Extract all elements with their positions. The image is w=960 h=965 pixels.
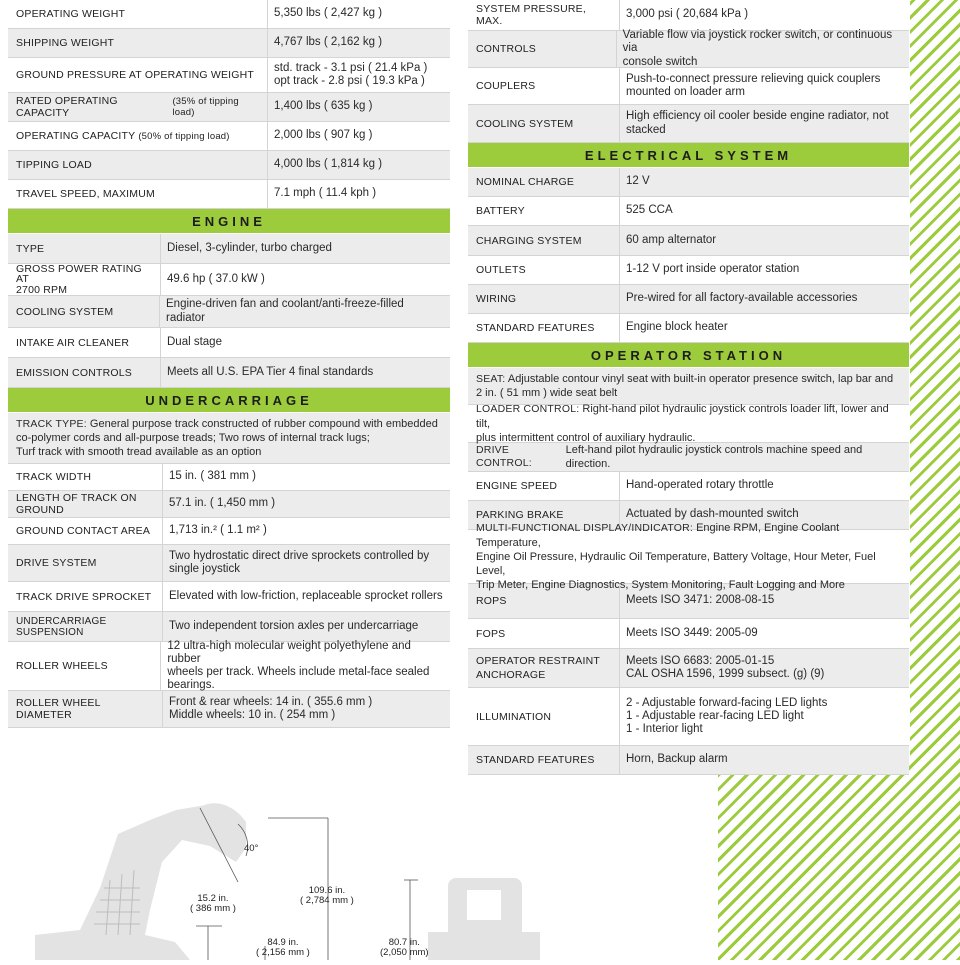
- spec-value: 5,350 lbs ( 2,427 kg ): [274, 7, 383, 20]
- spec-label: TRAVEL SPEED, MAXIMUM: [8, 180, 268, 208]
- spec-value: Two hydrostatic direct drive sprockets controlled by: [169, 549, 430, 562]
- loader-line1: Right-hand pilot hydraulic joystick controls loader lift, lower and tilt,: [476, 403, 889, 430]
- spec-value: 3,000 psi ( 20,684 kPa ): [626, 8, 749, 21]
- spec-value-group: [617, 29, 909, 69]
- drive-line1: Left-hand pilot hydraulic joystick controls machine speed and direction.: [565, 443, 863, 470]
- spec-label: ROLLER WHEELS: [8, 642, 161, 690]
- electrical-row: [468, 197, 909, 226]
- fops-row: [468, 619, 909, 649]
- seat-line2: 2 in. ( 51 mm ) wide seat belt: [476, 387, 618, 400]
- undercarriage-row: [8, 582, 450, 612]
- spec-value: 15 in. ( 381 mm ): [169, 470, 256, 483]
- spec-label: CHARGING SYSTEM: [468, 226, 620, 255]
- spec-label-group: [468, 649, 620, 687]
- undercarriage-row: [8, 545, 450, 582]
- undercarriage-row: [8, 518, 450, 545]
- spec-row: [8, 29, 450, 58]
- spec-label: DRIVE SYSTEM: [8, 545, 163, 581]
- track-type-text: [8, 415, 446, 462]
- spec-label: BATTERY: [468, 197, 620, 225]
- display-line3: Trip Meter, Engine Diagnostics, System Monitoring, Fault Logging and More: [476, 578, 845, 591]
- track-type-line1: General purpose track constructed of rubber compound with embedded: [86, 417, 438, 430]
- spec-label: TRACK DRIVE SPROCKET: [8, 582, 163, 611]
- spec-label: ILLUMINATION: [468, 688, 620, 745]
- spec-value: High efficiency oil cooler beside engine radiator, not: [626, 110, 889, 123]
- spec-value-line2: single joystick: [169, 563, 240, 575]
- electrical-row: [468, 314, 909, 343]
- spec-label: TRACK WIDTH: [8, 464, 163, 490]
- hydraulics-row: [468, 105, 909, 143]
- spec-value: Engine-driven fan and coolant/anti-freeze-filled radiator: [166, 298, 404, 324]
- height-value-mm: ( 2,784 mm ): [300, 895, 354, 907]
- drive-lead: DRIVE CONTROL:: [476, 443, 532, 469]
- spec-label: INTAKE AIR CLEANER: [8, 328, 161, 357]
- hydraulics-row: [468, 68, 909, 105]
- spec-value: 49.6 hp ( 37.0 kW ): [167, 272, 265, 285]
- engine-row: [8, 296, 450, 328]
- spec-value: Horn, Backup alarm: [626, 753, 728, 766]
- spec-label: TYPE: [8, 234, 161, 263]
- spec-label: CONTROLS: [468, 31, 617, 67]
- spec-value: Push-to-connect pressure relieving quick couplers: [626, 72, 881, 85]
- electrical-row: [468, 168, 909, 197]
- spec-label: LENGTH OF TRACK ON GROUND: [8, 491, 163, 517]
- spec-value-line2: opt track - 2.8 psi ( 19.3 kPa ): [274, 75, 425, 87]
- spec-value: 7.1 mph ( 11.4 kph ): [274, 187, 377, 200]
- spec-value: Meets ISO 3449: 2005-09: [626, 626, 758, 639]
- spec-label: OUTLETS: [468, 256, 620, 284]
- dimension-diagram: [0, 770, 718, 960]
- hydraulics-row: [468, 0, 909, 31]
- operator-row: [468, 472, 909, 501]
- spec-label: OPERATING WEIGHT: [8, 0, 268, 28]
- spec-row: [8, 180, 450, 209]
- section-header-electrical: ELECTRICAL SYSTEM: [468, 143, 909, 168]
- spec-note: (50% of tipping load): [138, 130, 230, 142]
- track-type-line3: Turf track with smooth tread available as an option: [16, 446, 262, 459]
- track-type-line2: co-polymer cords and all-purpose treads; Two rows of internal track lugs;: [16, 432, 370, 445]
- dump-angle-label: 40°: [244, 843, 259, 854]
- undercarriage-row: [8, 464, 450, 491]
- loader-line2: plus intermittent control of auxiliary hydraulic.: [476, 431, 696, 444]
- spec-label: OPERATOR RESTRAINT: [476, 654, 600, 667]
- spec-label-line2: ANCHORAGE: [476, 669, 546, 681]
- illumination-row: [468, 688, 909, 746]
- track-type-row: [8, 413, 450, 464]
- spec-label: EMISSION CONTROLS: [8, 358, 161, 387]
- seat-text: [468, 370, 901, 403]
- spec-row: [8, 0, 450, 29]
- spec-value: Hand-operated rotary throttle: [626, 479, 774, 492]
- spec-row: [8, 151, 450, 180]
- spec-value: 12 V: [626, 175, 650, 188]
- spec-value: Variable flow via joystick rocker switch, or continuous via: [622, 29, 893, 55]
- spec-value: 1-12 V port inside operator station: [626, 263, 800, 276]
- spec-label: UNDERCARRIAGE SUSPENSION: [8, 612, 163, 641]
- right-spec-column: [468, 0, 909, 775]
- spec-label: GROUND PRESSURE AT OPERATING WEIGHT: [8, 58, 268, 92]
- dump-clearance-label: [190, 894, 236, 915]
- height-label: [300, 886, 354, 907]
- spec-value-line2: console switch: [622, 55, 698, 68]
- spec-label: COOLING SYSTEM: [468, 105, 620, 142]
- spec-label-group: [8, 93, 268, 121]
- spec-value: Meets ISO 3471: 2008-08-15: [626, 594, 775, 607]
- restraint-row: [468, 649, 909, 688]
- electrical-row: [468, 226, 909, 256]
- width-value-mm: (2,050 mm): [380, 947, 429, 959]
- spec-label: TIPPING LOAD: [8, 151, 268, 179]
- spec-label: SHIPPING WEIGHT: [8, 29, 268, 57]
- spec-label-group: [8, 122, 268, 150]
- spec-label-line2: 2700 RPM: [16, 283, 68, 296]
- drive-control-text: [468, 441, 909, 473]
- spec-value-line2: Middle wheels: 10 in. ( 254 mm ): [169, 709, 336, 721]
- spec-label: GROSS POWER RATING AT: [16, 262, 142, 286]
- spec-value: 12 ultra-high molecular weight polyethylene and rubber: [167, 639, 411, 665]
- spec-label: COUPLERS: [468, 68, 620, 104]
- spec-value-line2: mounted on loader arm: [626, 86, 745, 98]
- spec-value: 4,000 lbs ( 1,814 kg ): [274, 158, 383, 171]
- section-header-engine: ENGINE: [8, 209, 450, 234]
- electrical-row: [468, 285, 909, 314]
- spec-value-group: [620, 655, 830, 681]
- section-header-operator: OPERATOR STATION: [468, 343, 909, 368]
- display-row: [468, 522, 909, 591]
- undercarriage-row: [8, 612, 450, 642]
- spec-label: SYSTEM PRESSURE, MAX.: [468, 0, 620, 30]
- spec-value: 60 amp alternator: [626, 233, 717, 246]
- spec-value-line2: CAL OSHA 1596, 1999 subsect. (g) (9): [626, 668, 825, 680]
- spec-label: OPERATING CAPACITY: [16, 130, 136, 142]
- spec-value: Elevated with low-friction, replaceable sprocket rollers: [169, 589, 443, 602]
- spec-label: RATED OPERATING CAPACITY: [16, 95, 118, 119]
- rear-window: [467, 890, 501, 920]
- width-label: [380, 938, 429, 959]
- side-view-machine: [35, 803, 246, 960]
- spec-row: [8, 58, 450, 93]
- spec-value: 57.1 in. ( 1,450 mm ): [169, 497, 276, 510]
- spec-label: ROPS: [468, 584, 620, 618]
- spec-value: Two independent torsion axles per undercarriage: [169, 619, 419, 632]
- spec-value-line2: wheels per track. Wheels include metal-face sealed: [167, 666, 430, 678]
- spec-value-group: [161, 640, 450, 693]
- spec-label: ROLLER WHEEL DIAMETER: [8, 691, 163, 727]
- engine-row: [8, 358, 450, 388]
- reach-label: [256, 938, 310, 959]
- loader-control-text: [468, 400, 909, 447]
- spec-label: GROUND CONTACT AREA: [8, 518, 163, 544]
- display-lead: MULTI-FUNCTIONAL DISPLAY/INDICATOR:: [476, 522, 694, 535]
- undercarriage-row: [8, 691, 450, 728]
- spec-value-line2: 1 - Adjustable rear-facing LED light: [626, 709, 804, 722]
- spec-value-group: [620, 110, 895, 136]
- spec-label-group: [8, 264, 161, 295]
- spec-label: STANDARD FEATURES: [468, 314, 620, 342]
- display-line2: Engine Oil Pressure, Hydraulic Oil Temperature, Battery Voltage, Hour Meter, Fuel Level,: [476, 550, 876, 577]
- spec-value: Diesel, 3-cylinder, turbo charged: [167, 241, 332, 254]
- spec-value-group: [620, 697, 833, 737]
- spec-value-group: [620, 73, 886, 99]
- loader-lead: LOADER CONTROL:: [476, 403, 580, 416]
- spec-label: ENGINE SPEED: [468, 472, 620, 500]
- spec-value-group: [163, 696, 378, 722]
- spec-value: std. track - 3.1 psi ( 21.4 kPa ): [274, 61, 428, 74]
- spec-row: [8, 93, 450, 122]
- spec-value-line3: bearings.: [167, 679, 215, 692]
- spec-value: 2,000 lbs ( 907 kg ): [274, 129, 373, 142]
- display-text: [468, 519, 909, 594]
- height-value: 109.6 in.: [308, 885, 346, 896]
- reach-value-mm: ( 2,156 mm ): [256, 947, 310, 959]
- width-value: 80.7 in.: [388, 937, 420, 948]
- spec-value: 2 - Adjustable forward-facing LED lights: [626, 696, 828, 709]
- spec-value: Engine block heater: [626, 321, 728, 334]
- engine-row: [8, 264, 450, 296]
- dump-clearance-mm: ( 386 mm ): [190, 903, 236, 915]
- spec-label: STANDARD FEATURES: [468, 746, 620, 774]
- spec-label: FOPS: [468, 619, 620, 648]
- spec-value: Pre-wired for all factory-available accessories: [626, 292, 858, 305]
- engine-row: [8, 234, 450, 264]
- seat-line1: Adjustable contour vinyl seat with built-in operator presence switch, lap bar and: [505, 372, 894, 385]
- reach-value: 84.9 in.: [267, 937, 299, 948]
- undercarriage-row: [8, 639, 450, 692]
- spec-value: 525 CCA: [626, 204, 673, 217]
- display-line1: Engine RPM, Engine Coolant Temperature,: [476, 522, 840, 549]
- section-header-undercarriage: UNDERCARRIAGE: [8, 388, 450, 413]
- spec-value: Actuated by dash-mounted switch: [626, 508, 799, 521]
- spec-value-line3: 1 - Interior light: [626, 723, 703, 736]
- spec-value: 1,400 lbs ( 635 kg ): [274, 100, 373, 113]
- track-type-lead: TRACK TYPE:: [16, 417, 87, 430]
- spec-note: (35% of tipping load): [172, 96, 239, 118]
- hydraulics-row: [468, 31, 909, 68]
- spec-value-group: [268, 62, 433, 88]
- spec-value: Dual stage: [167, 335, 222, 348]
- left-spec-column: [8, 0, 450, 728]
- spec-label: COOLING SYSTEM: [8, 296, 160, 327]
- dump-clearance-value: 15.2 in.: [197, 893, 229, 904]
- spec-value: Front & rear wheels: 14 in. ( 355.6 mm ): [169, 695, 373, 708]
- spec-value: Meets all U.S. EPA Tier 4 final standards: [167, 365, 374, 378]
- electrical-row: [468, 256, 909, 285]
- spec-value-group: [163, 550, 435, 576]
- spec-label: WIRING: [468, 285, 620, 313]
- undercarriage-row: [8, 491, 450, 518]
- loader-control-row: [468, 405, 909, 443]
- spec-row: [8, 122, 450, 151]
- seat-lead: SEAT:: [476, 372, 506, 385]
- spec-value: Meets ISO 6683: 2005-01-15: [626, 654, 775, 667]
- engine-row: [8, 328, 450, 358]
- spec-value-line2: stacked: [626, 123, 666, 136]
- spec-label: NOMINAL CHARGE: [468, 168, 620, 196]
- spec-value: 4,767 lbs ( 2,162 kg ): [274, 36, 383, 49]
- spec-label: PARKING BRAKE: [468, 501, 620, 529]
- drive-control-row: [468, 443, 909, 472]
- spec-value: 1,713 in.² ( 1.1 m² ): [169, 524, 267, 537]
- loader-silhouette: [0, 770, 718, 960]
